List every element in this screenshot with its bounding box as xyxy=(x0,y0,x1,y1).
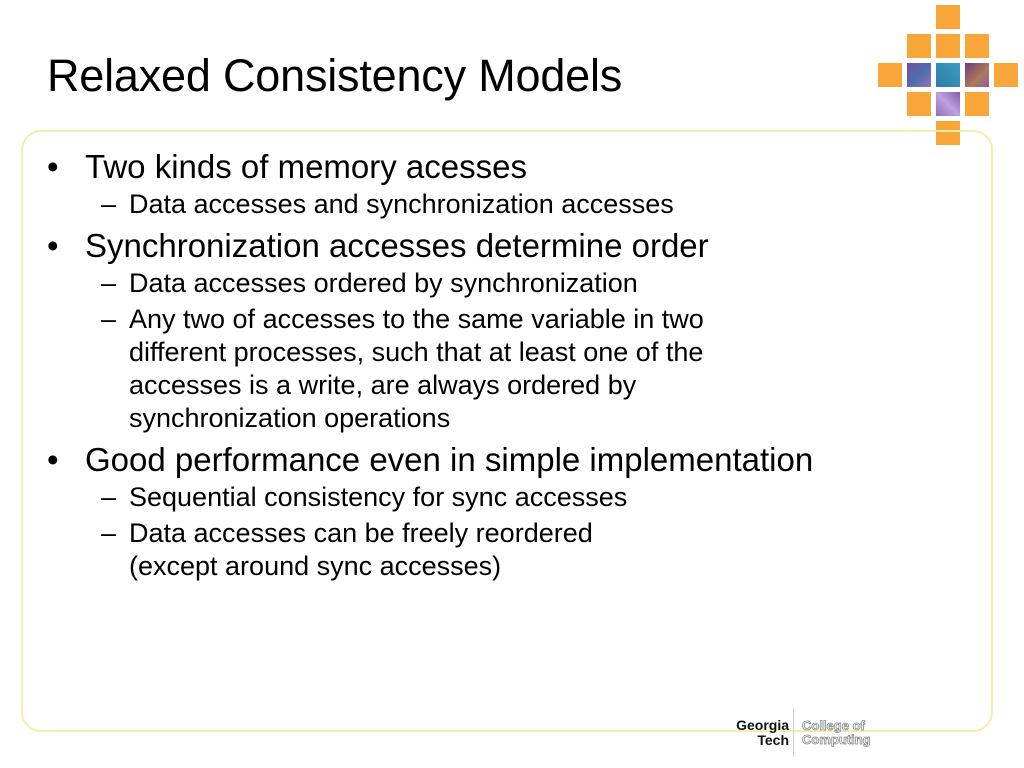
logo-line: College of xyxy=(802,718,865,733)
college-of-computing-wordmark xyxy=(794,709,871,757)
logo-line: Georgia xyxy=(736,717,789,733)
logo-tile-image xyxy=(935,62,961,88)
logo-tile xyxy=(964,91,990,117)
sub-bullet-marker: – xyxy=(101,268,117,298)
bullet-text: Good performance even in simple implementation xyxy=(85,441,814,478)
sub-bullet-text: Data accesses ordered by synchronization xyxy=(129,268,638,298)
georgia-tech-college-logo xyxy=(724,708,888,758)
sub-bullet-line: Data accesses can be freely reordered xyxy=(129,518,593,548)
sub-bullet-marker: – xyxy=(101,189,117,219)
bullet-list xyxy=(47,148,977,583)
logo-tile-image xyxy=(906,62,932,88)
logo-tile xyxy=(877,62,903,88)
sub-bullet-line: (except around sync accesses) xyxy=(129,551,502,581)
logo-tile xyxy=(906,91,932,117)
bullet-text: Two kinds of memory acesses xyxy=(85,148,527,185)
georgia-tech-wordmark xyxy=(724,709,794,757)
sub-bullet-item xyxy=(47,188,977,221)
sub-bullet-line: synchronization operations xyxy=(129,403,451,433)
bullet-item xyxy=(47,148,977,185)
bullet-text: Synchronization accesses determine order xyxy=(85,227,709,264)
sub-bullet-text: Data accesses and synchronization accesses xyxy=(129,189,674,219)
sub-bullet-item xyxy=(47,481,977,514)
sub-bullet-line: different processes, such that at least one of the xyxy=(129,337,704,367)
logo-tile xyxy=(993,62,1019,88)
logo-tile-image xyxy=(964,62,990,88)
sub-bullet-item xyxy=(47,303,977,435)
bullet-marker: • xyxy=(47,227,59,264)
sub-bullet-marker: – xyxy=(101,482,117,512)
slide-title: Relaxed Consistency Models xyxy=(47,50,623,101)
logo-tile xyxy=(964,33,990,59)
bullet-item xyxy=(47,441,977,478)
bullet-marker: • xyxy=(47,148,59,185)
bullet-item xyxy=(47,227,977,264)
logo-tile xyxy=(906,33,932,59)
sub-bullet-item xyxy=(47,267,977,300)
bullet-marker: • xyxy=(47,441,59,478)
tile-logo-graphic xyxy=(877,4,1021,148)
sub-bullet-line: Any two of accesses to the same variable in two xyxy=(129,304,704,334)
sub-bullet-text: Sequential consistency for sync accesses xyxy=(129,482,628,512)
sub-bullet-marker: – xyxy=(101,518,117,548)
logo-line: Tech xyxy=(757,732,789,748)
sub-bullet-item xyxy=(47,517,977,583)
logo-tile-image xyxy=(935,91,961,117)
logo-tile xyxy=(935,33,961,59)
sub-bullet-line: accesses is a write, are always ordered by xyxy=(129,370,637,400)
sub-bullet-marker: – xyxy=(101,304,117,334)
logo-line: Computing xyxy=(802,732,871,747)
logo-tile xyxy=(935,4,961,30)
